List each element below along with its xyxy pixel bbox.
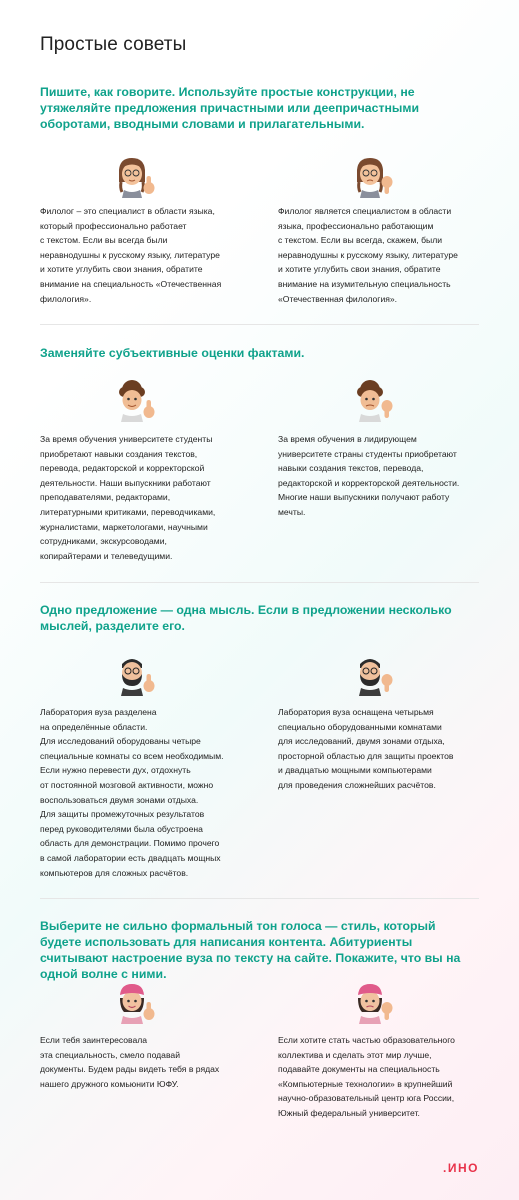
bad-example-text: Филолог является специалистом в области языка, профессионально работающим с текстом. Если вы всегда, скажем, были неравнодушны к русскому языку, литературе и хотите углубить свои знания, обратите внимание на изумительную специальность «Отечественная филология». bbox=[278, 206, 458, 304]
brand-logo: .ИНО bbox=[443, 1161, 479, 1175]
boy-curly-thumbs-down-icon bbox=[350, 378, 394, 422]
girl-glasses-thumbs-down-icon bbox=[350, 154, 394, 198]
man-beard-thumbs-up-icon bbox=[112, 652, 156, 696]
bad-example-text: Лаборатория вуза оснащена четырьмя специально оборудованными комнатами для исследований, двумя зонами отдыха, просторной областью для защиты проектов и двадцатью мощными компьютерами для проведения сложнейших расчётов. bbox=[278, 707, 454, 790]
page-title: Простые советы bbox=[40, 34, 187, 55]
section-heading: Выберите не сильно формальный тон голоса — стиль, который будете использовать для написания контента. Абитуриенты считывают настроение вуза по тексту на сайте. Покажите, что вы на одной волне с ними. bbox=[40, 919, 461, 981]
girl-cap-thumbs-down-icon bbox=[350, 980, 394, 1024]
section-heading: Заменяйте субъективные оценки фактами. bbox=[40, 346, 305, 360]
section-divider bbox=[40, 898, 479, 899]
girl-glasses-thumbs-up-icon bbox=[112, 154, 156, 198]
good-example-text: За время обучения университете студенты приобретают навыки создания текстов, перевода, редакторской и корректорской деятельности. Наши выпускники работают преподавателями, редакторами, литературными критиками, переводчиками, журналистами, маркетологами, научными сотрудниками, экскурсоводами, копирайтерами и телеведущими. bbox=[40, 434, 216, 561]
section-heading: Одно предложение — одна мысль. Если в предложении несколько мыслей, разделите его. bbox=[40, 603, 452, 633]
boy-curly-thumbs-up-icon bbox=[112, 378, 156, 422]
good-example-text: Лаборатория вуза разделена на определённые области. Для исследований оборудованы четыре специальные комнаты со всем необходимым. Если нужно перевести дух, отдохнуть от постоянной мозговой активности, можно воспользоваться двумя зонами отдыха. Для защиты промежуточных результатов перед руководителями была обустроена область для демонстрации. Помимо прочего в самой лаборатории есть двадцать мощных компьютеров для сложных расчётов. bbox=[40, 707, 224, 878]
man-beard-thumbs-down-icon bbox=[350, 652, 394, 696]
bad-example-text: За время обучения в лидирующем университете страны студенты приобретают навыки создания текстов, перевода, редакторской и корректорской деятельности. Многие наши выпускники получают работу мечты. bbox=[278, 434, 460, 517]
section-divider bbox=[40, 582, 479, 583]
good-example-text: Если тебя заинтересовала эта специальность, смело подавай документы. Будем рады видеть тебя в рядах нашего дружного комьюнити ЮФУ. bbox=[40, 1035, 220, 1089]
good-example-text: Филолог – это специалист в области языка, который профессионально работает с текстом. Если вы всегда были неравнодушны к русскому языку, литературе и хотите углубить свои знания, обратите внимание на специальность «Отечественная филология». bbox=[40, 206, 222, 304]
section-heading: Пишите, как говорите. Используйте простые конструкции, не утяжеляйте предложения причастными или деепричастными оборотами, вводными словами и прилагательными. bbox=[40, 85, 420, 131]
section-divider bbox=[40, 324, 479, 325]
girl-cap-thumbs-up-icon bbox=[112, 980, 156, 1024]
bad-example-text: Если хотите стать частью образовательного коллектива и сделать этот мир лучше, подавайте документы на специальность «Компьютерные технологии» в крупнейший научно-образовательный центр юга России, Южный федеральный университет. bbox=[278, 1035, 455, 1118]
